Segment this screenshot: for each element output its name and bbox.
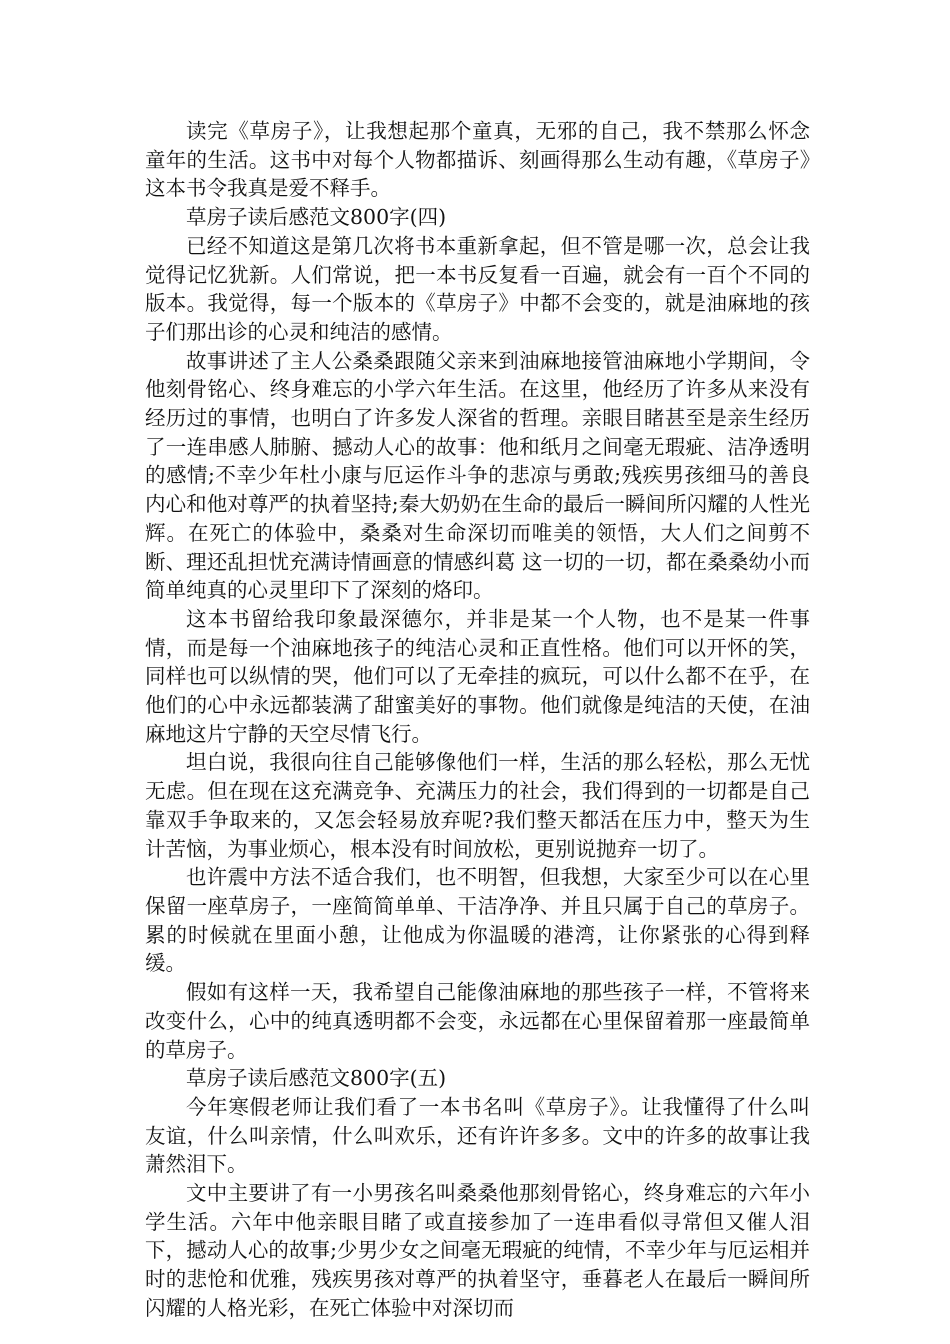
paragraph-8: 今年寒假老师让我们看了一本书名叫《草房子》。让我懂得了什么叫友谊，什么叫亲情，什么叫欢乐，还有许许多多。文中的许多的故事让我萧然泪下。	[145, 1094, 810, 1177]
section-heading-5: 草房子读后感范文800字(五)	[186, 1066, 447, 1091]
paragraph-6: 也许震中方法不适合我们，也不明智，但我想，大家至少可以在心里保留一座草房子，一座简简单单、干洁净净、并且只属于自己的草房子。累的时候就在里面小憩，让他成为你温暖的港湾，让你紧张的心得到释缓。	[145, 865, 810, 976]
document-body	[145, 117, 810, 1323]
paragraph-3: 故事讲述了主人公桑桑跟随父亲来到油麻地接管油麻地小学期间，令他刻骨铭心、终身难忘的小学六年生活。在这里，他经历了许多从来没有经历过的事情，也明白了许多发人深省的哲理。亲眼目睹甚至是亲生经历了一连串感人肺腑、撼动人心的故事：他和纸月之间毫无瑕疵、洁净透明的感情;不幸少年杜小康与厄运作斗争的悲凉与勇敢;残疾男孩细马的善良内心和他对尊严的执着坚持;秦大奶奶在生命的最后一瞬间所闪耀的人性光辉。在死亡的体验中，桑桑对生命深切而唯美的领悟，大人们之间剪不断、理还乱担忧充满诗情画意的情感纠葛 这一切的一切，都在桑桑幼小而简单纯真的心灵里印下了深刻的烙印。	[145, 348, 810, 603]
paragraph-5: 坦白说，我很向往自己能够像他们一样，生活的那么轻松，那么无忧无虑。但在现在这充满竞争、充满压力的社会，我们得到的一切都是自己靠双手争取来的，又怎会轻易放弃呢?我们整天都活在压力中，整天为生计苦恼，为事业烦心，根本没有时间放松，更别说抛弃一切了。	[145, 750, 810, 861]
paragraph-7: 假如有这样一天，我希望自己能像油麻地的那些孩子一样，不管将来改变什么，心中的纯真透明都不会变，永远都在心里保留着那一座最简单的草房子。	[145, 980, 810, 1062]
paragraph-2: 已经不知道这是第几次将书本重新拿起，但不管是哪一次，总会让我觉得记忆犹新。人们常说，把一本书反复看一百遍，就会有一百个不同的版本。我觉得，每一个版本的《草房子》中都不会变的，就是油麻地的孩子们那出诊的心灵和纯洁的感情。	[145, 233, 810, 344]
section-heading-4: 草房子读后感范文800字(四)	[186, 205, 447, 230]
paragraph-1: 读完《草房子》，让我想起那个童真，无邪的自己，我不禁那么怀念童年的生活。这书中对每个人物都描诉、刻画得那么生动有趣，《草房子》这本书令我真是爱不释手。	[145, 119, 810, 201]
paragraph-9: 文中主要讲了有一小男孩名叫桑桑他那刻骨铭心，终身难忘的六年小学生活。六年中他亲眼目睹了或直接参加了一连串看似寻常但又催人泪下，撼动人心的故事;少男少女之间毫无瑕疵的纯情，不幸少年与厄运相并时的悲怆和优雅，残疾男孩对尊严的执着坚守，垂暮老人在最后一瞬间所闪耀的人格光彩，在死亡体验中对深切而	[145, 1181, 810, 1320]
paragraph-4: 这本书留给我印象最深德尔，并非是某一个人物，也不是某一件事情，而是每一个油麻地孩子的纯洁心灵和正直性格。他们可以开怀的笑，同样也可以纵情的哭，他们可以了无牵挂的疯玩，可以什么都不在乎，在他们的心中永远都装满了甜蜜美好的事物。他们就像是纯洁的天使，在油麻地这片宁静的天空尽情飞行。	[145, 606, 810, 746]
